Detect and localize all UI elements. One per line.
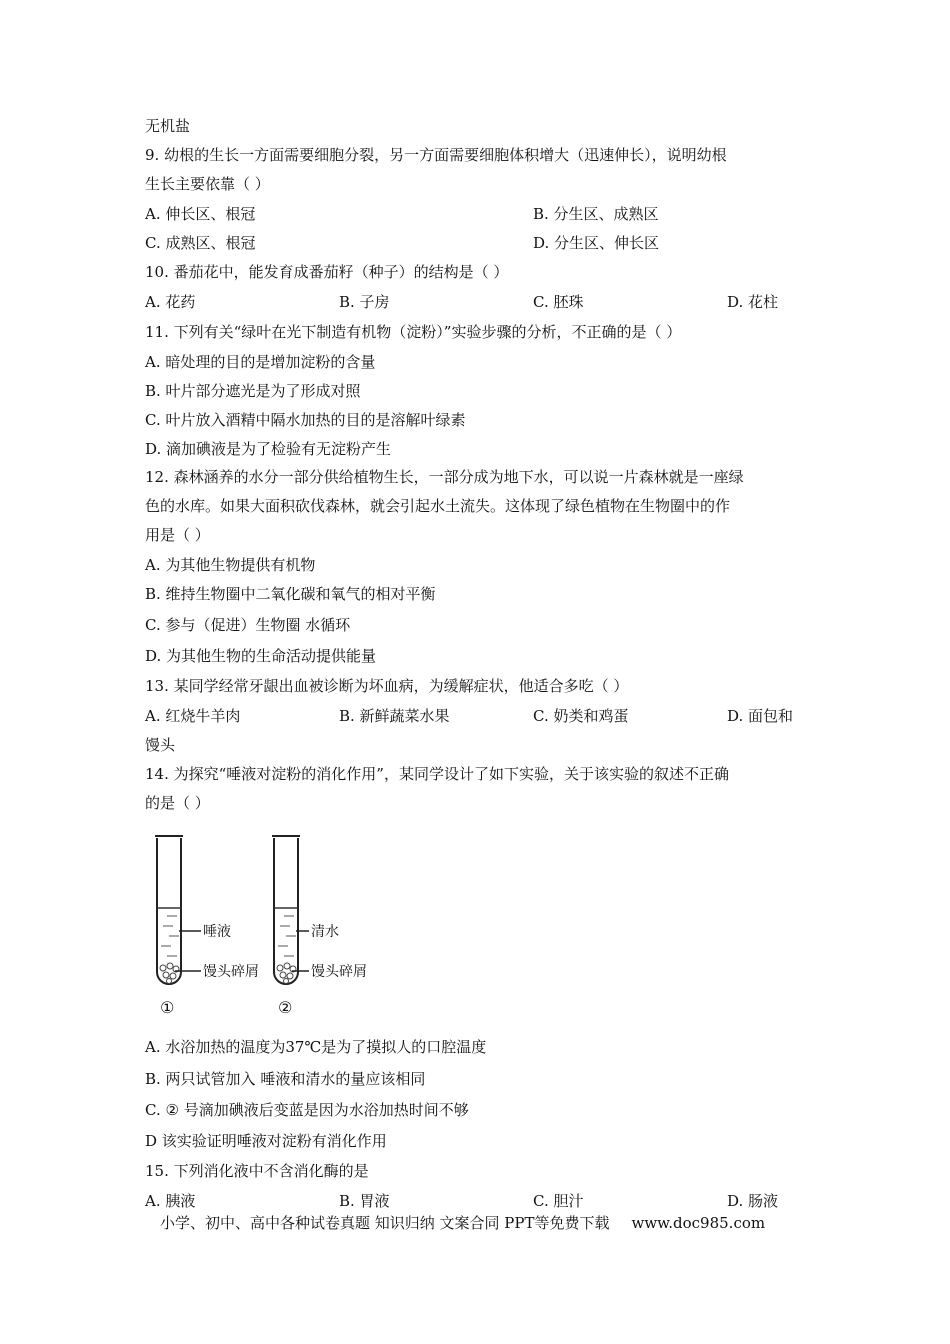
q13-option-d-cont: 馒头: [145, 736, 176, 754]
text-line: 无机盐: [145, 117, 191, 135]
tube-1-number: ①: [160, 998, 175, 1017]
q12-option-a: A. 为其他生物提供有机物: [145, 556, 316, 574]
tube-1-liquid-label: 唾液: [203, 924, 231, 940]
q12-option-d: D. 为其他生物的生命活动提供能量: [145, 647, 377, 665]
q9-option-c: C. 成熟区、根冠: [145, 234, 256, 252]
q15-option-c: C. 胆汁: [533, 1192, 584, 1210]
question-14-cont: 的是（ ）: [145, 794, 210, 812]
q9-option-a: A. 伸长区、根冠: [145, 205, 256, 223]
q13-option-d: D. 面包和: [727, 707, 794, 725]
q14-option-b: B. 两只试管加入 唾液和清水的量应该相同: [145, 1070, 426, 1088]
test-tube-figure: [145, 830, 385, 1020]
tube-1-bottom-label: 馒头碎屑: [203, 964, 259, 980]
tube-2-liquid-label: 清水: [311, 924, 339, 940]
question-11: 11. 下列有关“绿叶在光下制造有机物（淀粉）”实验步骤的分析，不正确的是（ ）: [145, 323, 682, 341]
question-13: 13. 某同学经常牙龈出血被诊断为坏血病，为缓解症状，他适合多吃（ ）: [145, 677, 629, 695]
question-9-cont: 生长主要依靠（ ）: [145, 175, 270, 193]
test-tube-2: [272, 836, 367, 1017]
tube-2-number: ②: [278, 998, 293, 1017]
q13-option-c: C. 奶类和鸡蛋: [533, 707, 629, 725]
page-footer: [160, 1213, 765, 1233]
question-12-cont: 色的水库。如果大面积砍伐森林，就会引起水土流失。这体现了绿色植物在生物圈中的作: [145, 497, 731, 515]
q14-option-d: D 该实验证明唾液对淀粉有消化作用: [145, 1132, 387, 1150]
footer-text: 小学、初中、高中各种试卷真题 知识归纳 文案合同 PPT等免费下载: [160, 1214, 610, 1232]
q13-option-b: B. 新鲜蔬菜水果: [339, 707, 450, 725]
q11-option-b: B. 叶片部分遮光是为了形成对照: [145, 382, 361, 400]
q11-option-d: D. 滴加碘液是为了检验有无淀粉产生: [145, 440, 392, 458]
question-12-cont: 用是（ ）: [145, 526, 210, 544]
q9-option-d: D. 分生区、伸长区: [533, 234, 660, 252]
footer-url[interactable]: www.doc985.com: [631, 1214, 766, 1232]
q14-option-a: A. 水浴加热的温度为37℃是为了摸拟人的口腔温度: [145, 1038, 487, 1056]
q13-option-a: A. 红烧牛羊肉: [145, 707, 241, 725]
q9-option-b: B. 分生区、成熟区: [533, 205, 659, 223]
q11-option-c: C. 叶片放入酒精中隔水加热的目的是溶解叶绿素: [145, 411, 466, 429]
q10-option-a: A. 花药: [145, 293, 196, 311]
question-9: 9. 幼根的生长一方面需要细胞分裂，另一方面需要细胞体积增大（迅速伸长），说明幼根: [145, 146, 727, 164]
q12-option-c: C. 参与（促进）生物圈 水循环: [145, 616, 351, 634]
question-14: 14. 为探究“唾液对淀粉的消化作用”，某同学设计了如下实验，关于该实验的叙述不正确: [145, 765, 729, 783]
q15-option-a: A. 胰液: [145, 1192, 196, 1210]
q14-option-c: C. ② 号滴加碘液后变蓝是因为水浴加热时间不够: [145, 1101, 469, 1119]
q10-option-d: D. 花柱: [727, 293, 779, 311]
question-15: 15. 下列消化液中不含消化酶的是: [145, 1162, 369, 1180]
q10-option-c: C. 胚珠: [533, 293, 584, 311]
q15-option-d: D. 肠液: [727, 1192, 779, 1210]
question-12: 12. 森林涵养的水分一部分供给植物生长，一部分成为地下水，可以说一片森林就是一座绿: [145, 468, 744, 486]
q15-option-b: B. 胃液: [339, 1192, 390, 1210]
test-tube-1: [155, 836, 259, 1017]
tube-2-bottom-label: 馒头碎屑: [311, 964, 367, 980]
q12-option-b: B. 维持生物圈中二氧化碳和氧气的相对平衡: [145, 585, 436, 603]
q11-option-a: A. 暗处理的目的是增加淀粉的含量: [145, 353, 376, 371]
question-10: 10. 番茄花中，能发育成番茄籽（种子）的结构是（ ）: [145, 263, 509, 281]
q10-option-b: B. 子房: [339, 293, 390, 311]
